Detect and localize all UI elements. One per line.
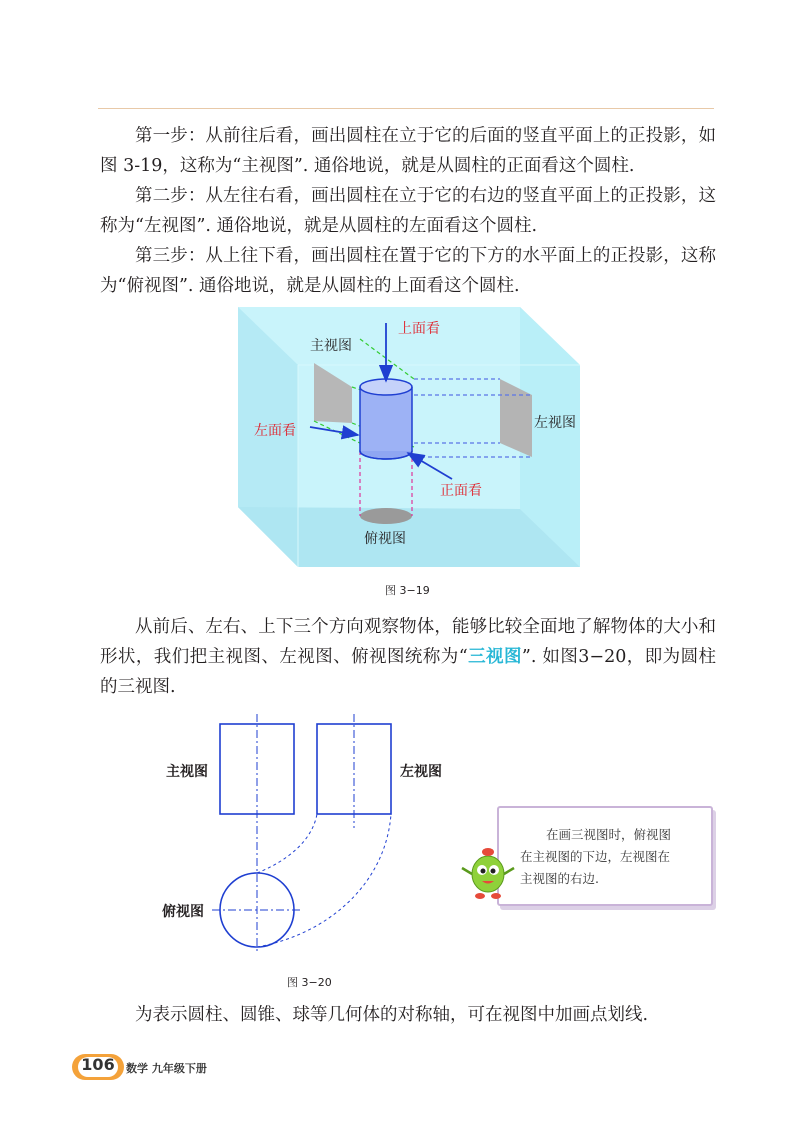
- three-views-paragraph: [100, 612, 716, 702]
- connector-arc: [257, 814, 317, 873]
- cylinder-face: [360, 387, 412, 451]
- step-1-paragraph: 第一步：从前往后看，画出圆柱在立于它的后面的竖直平面上的正投影，如图 3-19，这称为“主视图”. 通俗地说，就是从圆柱的正面看这个圆柱.: [100, 126, 716, 176]
- figure-3-20-caption: 图 3−20: [287, 976, 332, 989]
- figure-3-20-drawing: [150, 712, 460, 952]
- axis-note-text: 为表示圆柱、圆锥、球等几何体的对称轴，可在视图中加画点划线.: [135, 1005, 649, 1025]
- header-rule: [98, 108, 714, 109]
- three-views-text-after: ”. 如图3−20，即为圆柱的三视图.: [100, 647, 717, 697]
- top-view-direction-label: 上面看: [398, 321, 440, 337]
- step-3-paragraph: 第三步：从上往下看，画出圆柱在置于它的下方的水平面上的正投影，这称为“俯视图”. 通俗地说，就是从圆柱的上面看这个圆柱.: [100, 246, 716, 296]
- tip-text: [520, 824, 704, 890]
- tip-line-1: 在画三视图时，俯视图: [546, 827, 672, 842]
- figure-3-19-caption: 图 3−19: [385, 584, 430, 597]
- three-views-term: 三视图: [467, 647, 522, 667]
- mascot-icon: [458, 846, 518, 904]
- steps-text: [100, 121, 716, 301]
- main-view-label: 主视图: [310, 338, 352, 354]
- running-head: 数学 九年级下册: [126, 1062, 207, 1075]
- left-view-label: 左视图: [400, 764, 442, 780]
- three-views-text-before: 从前后、左右、上下三个方向观察物体，能够比较全面地了解物体的大小和形状，我们把主视图、左视图、俯视图统称为“: [100, 617, 716, 667]
- axis-note-paragraph: [100, 1000, 716, 1030]
- figure-3-19: [230, 305, 590, 579]
- plan-view-projection: [360, 508, 412, 524]
- connector-arc: [257, 814, 391, 947]
- cylinder-top: [360, 379, 412, 395]
- main-view-label: 主视图: [166, 764, 208, 780]
- plan-view-label: 俯视图: [162, 904, 204, 920]
- plan-view-label: 俯视图: [364, 531, 406, 547]
- front-view-direction-label: 正面看: [440, 483, 482, 499]
- figure-3-20: [150, 712, 460, 956]
- tip-line-2: 在主视图的下边，左视图在: [520, 849, 671, 864]
- figure-3-19-drawing: [230, 305, 590, 575]
- page-number: 106: [81, 1055, 115, 1074]
- tip-line-3: 主视图的右边.: [520, 871, 599, 886]
- left-view-direction-label: 左面看: [254, 423, 296, 439]
- left-view-label: 左视图: [534, 415, 576, 431]
- step-2-paragraph: 第二步：从左往右看，画出圆柱在立于它的右边的竖直平面上的正投影，这称为“左视图”. 通俗地说，就是从圆柱的左面看这个圆柱.: [100, 186, 716, 236]
